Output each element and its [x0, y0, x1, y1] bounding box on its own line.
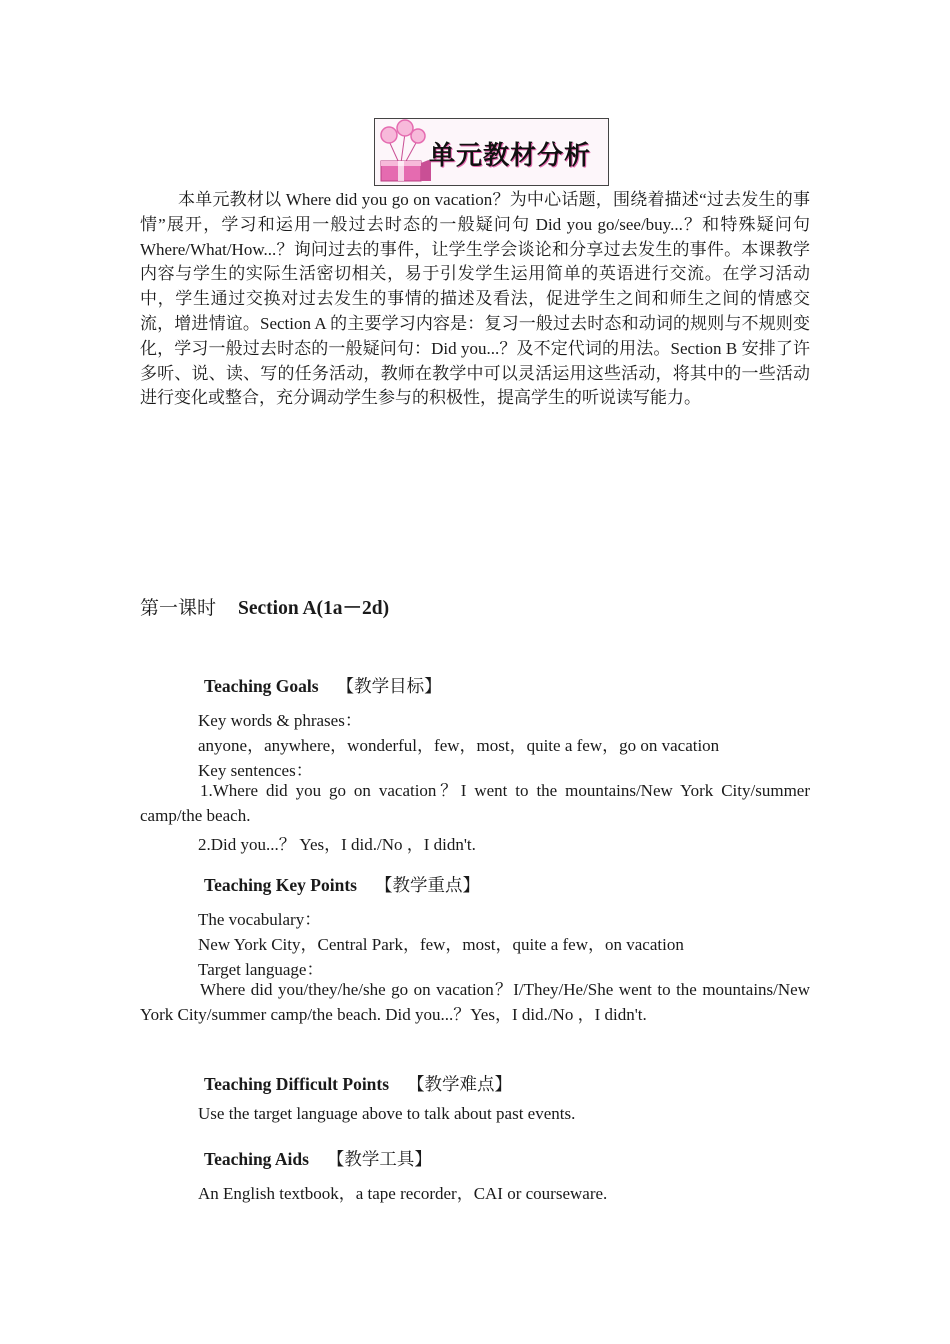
difficult-points-heading: [204, 1071, 512, 1096]
key-sentence-2: 2.Did you...？ Yes，I did./No ，I didn't.: [198, 835, 476, 854]
teaching-aids-heading: [204, 1146, 432, 1171]
difficult-points-text: Use the target language above to talk about past events.: [198, 1104, 576, 1123]
unit-analysis-banner: [374, 118, 609, 186]
teaching-aids-title-en: Teaching Aids: [204, 1149, 309, 1169]
intro-paragraph: 本单元教材以 Where did you go on vacation？为中心话题，围绕着描述“过去发生的事情”展开，学习和运用一般过去时态的一般疑问句 Did you go/see/buy...？和特殊疑问句 Where/What/How...？询问过去的事件，让学生学会谈论和分享过去发生的事件。本课教学内容与学生的实际生活密切相关，易于引发学生运用简单的英语进行交流。在学习活动中，学生通过交换对过去发生的事情的描述及看法，促进学生之间和师生之间的情感交流，增进情谊。Section A 的主要学习内容是：复习一般过去时态和动词的规则与不规则变化，学习一般过去时态的一般疑问句：Did you...？及不定代词的用法。Section B 安排了许多听、说、读、写的任务活动，教师在教学中可以灵活运用这些活动，将其中的一些活动进行变化或整合，充分调动学生参与的积极性，提高学生的听说读写能力。: [140, 190, 810, 408]
teaching-aids-title-cn: 【教学工具】: [326, 1149, 432, 1169]
lesson-heading: [140, 592, 389, 620]
balloons-gift-icon: [375, 119, 435, 185]
vocabulary-list: New York City，Central Park，few，most，quite a few，on vacation: [198, 935, 684, 954]
target-language-label: Target language：: [198, 960, 324, 979]
teaching-goals-heading: [204, 673, 442, 698]
target-language-text: Where did you/they/he/she go on vacation？I/They/He/She went to the mountains/New York City/summer camp/the beach. Did you...？Yes，I did./No ，I didn't.: [140, 980, 810, 1024]
difficult-points-title-en: Teaching Difficult Points: [204, 1074, 390, 1094]
banner-title: 单元教材分析: [429, 141, 592, 171]
key-points-heading: [204, 872, 480, 897]
key-sentences-label: Key sentences：: [198, 761, 313, 780]
difficult-points-title-cn: 【教学难点】: [407, 1074, 513, 1094]
lesson-heading-en: Section A(1a－2d): [238, 598, 390, 619]
key-points-title-en: Teaching Key Points: [204, 875, 357, 895]
vocabulary-label: The vocabulary：: [198, 910, 322, 929]
lesson-heading-cn: 第一课时: [140, 598, 217, 619]
key-points-title-cn: 【教学重点】: [374, 875, 480, 895]
teaching-goals-title-en: Teaching Goals: [204, 676, 319, 696]
teaching-goals-title-cn: 【教学目标】: [336, 676, 442, 696]
teaching-aids-text: An English textbook，a tape recorder，CAI or courseware.: [198, 1184, 608, 1203]
key-words-list: anyone，anywhere，wonderful，few，most，quite a few，go on vacation: [198, 736, 720, 755]
key-words-label: Key words & phrases：: [198, 711, 362, 730]
key-sentence-1: 1.Where did you go on vacation？I went to the mountains/New York City/summer camp/the beach.: [140, 781, 810, 825]
